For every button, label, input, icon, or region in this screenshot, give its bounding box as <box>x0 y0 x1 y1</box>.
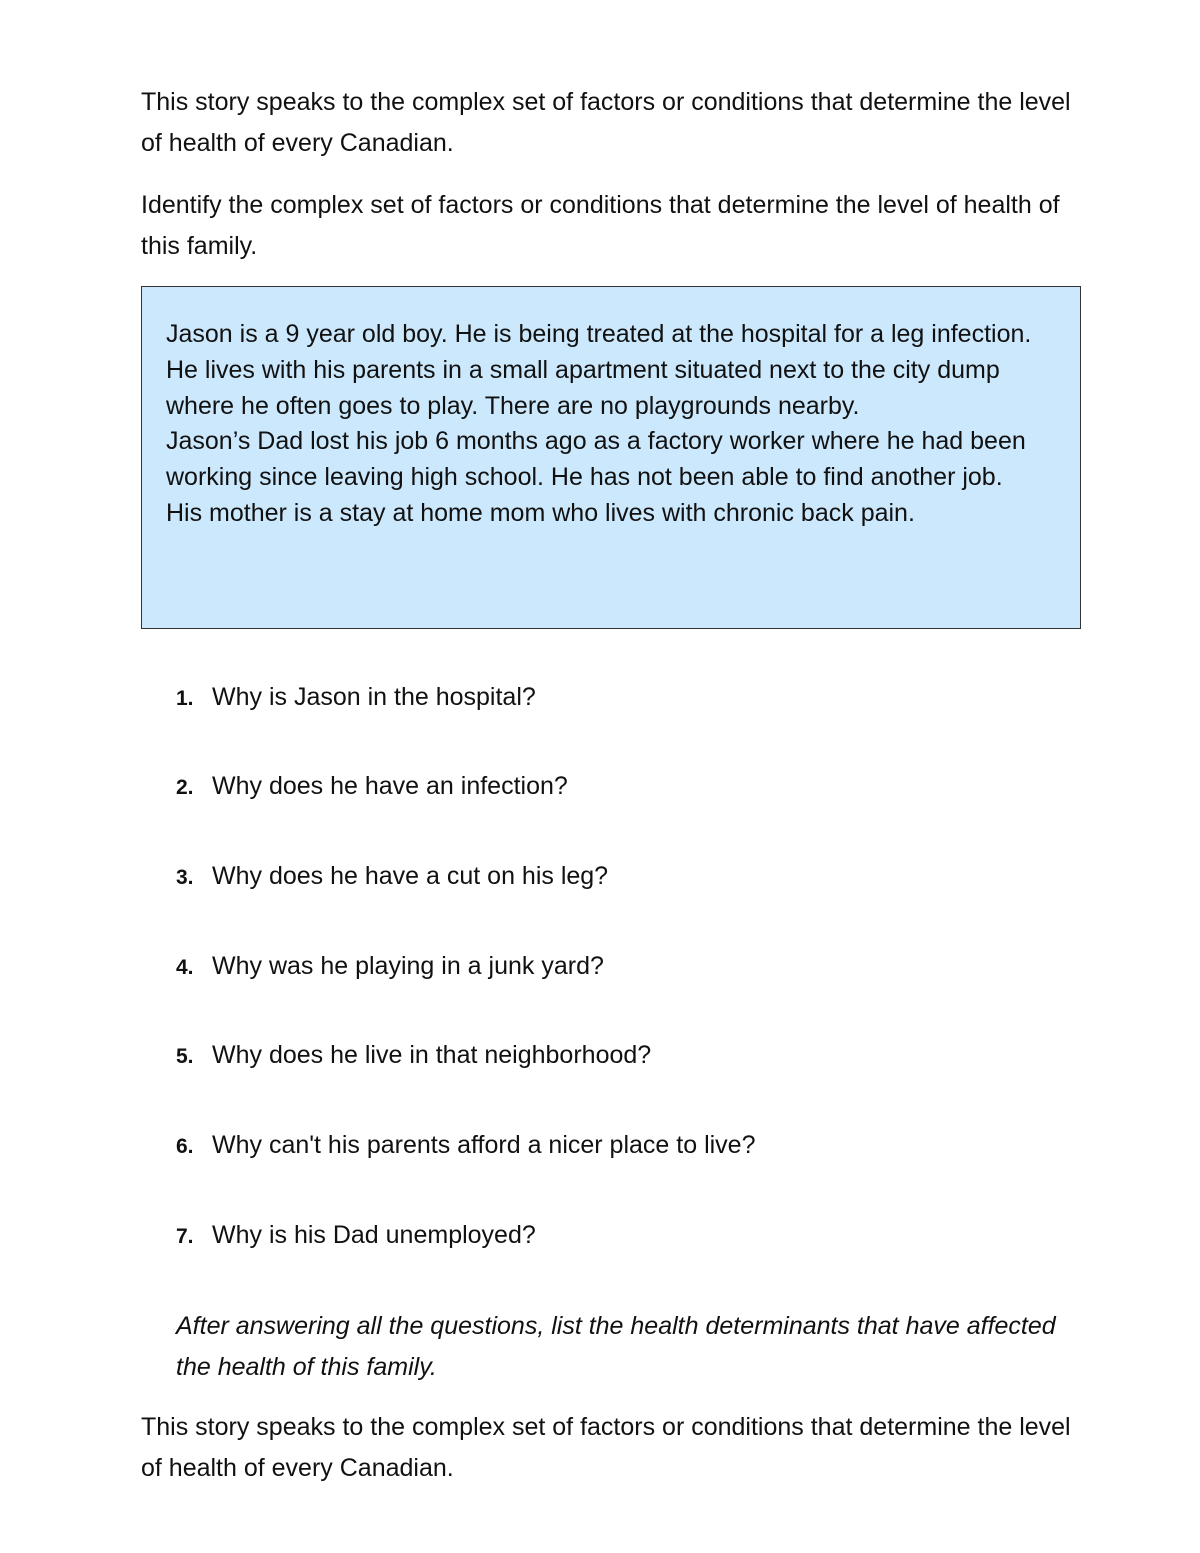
question-number: 4. <box>176 956 194 979</box>
question-text: Why does he have a cut on his leg? <box>212 862 609 890</box>
question-text: Why was he playing in a junk yard? <box>212 952 604 980</box>
identify-paragraph: Identify the complex set of factors or conditions that determine the level of health of this family. <box>141 191 1060 260</box>
story-line-1: Jason is a 9 year old boy. He is being treated at the hospital for a leg infection. <box>166 320 1032 348</box>
story-line-3: Jason’s Dad lost his job 6 months ago as a factory worker where he had been working since leaving high school. He has not been able to find another job. <box>166 427 1026 492</box>
question-number: 2. <box>176 776 194 799</box>
question-item <box>176 769 1056 805</box>
question-number: 3. <box>176 866 194 889</box>
question-text: Why does he live in that neighborhood? <box>212 1041 652 1069</box>
question-number: 7. <box>176 1225 194 1248</box>
question-item <box>176 1218 1056 1254</box>
question-text: Why is Jason in the hospital? <box>212 683 536 711</box>
question-item <box>176 859 1056 895</box>
instruction-paragraph: After answering all the questions, list the health determinants that have affected the health of this family. <box>176 1312 1056 1381</box>
question-text: Why does he have an infection? <box>212 772 568 800</box>
question-item <box>176 1038 1056 1074</box>
intro-paragraph: This story speaks to the complex set of factors or conditions that determine the level of health of every Canadian. <box>141 88 1071 157</box>
question-item <box>176 680 1056 716</box>
closing-paragraph: This story speaks to the complex set of factors or conditions that determine the level of health of every Canadian. <box>141 1413 1071 1482</box>
story-box <box>141 286 1081 629</box>
question-item <box>176 949 1056 985</box>
question-item <box>176 1128 1056 1164</box>
question-number: 6. <box>176 1135 194 1158</box>
story-line-2: He lives with his parents in a small apartment situated next to the city dump where he often goes to play. There are no playgrounds nearby. <box>166 355 1000 420</box>
question-text: Why is his Dad unemployed? <box>212 1221 536 1249</box>
question-text: Why can't his parents afford a nicer place to live? <box>212 1131 756 1159</box>
question-number: 5. <box>176 1045 194 1068</box>
story-line-4: His mother is a stay at home mom who lives with chronic back pain. <box>166 498 915 527</box>
question-number: 1. <box>176 687 194 710</box>
